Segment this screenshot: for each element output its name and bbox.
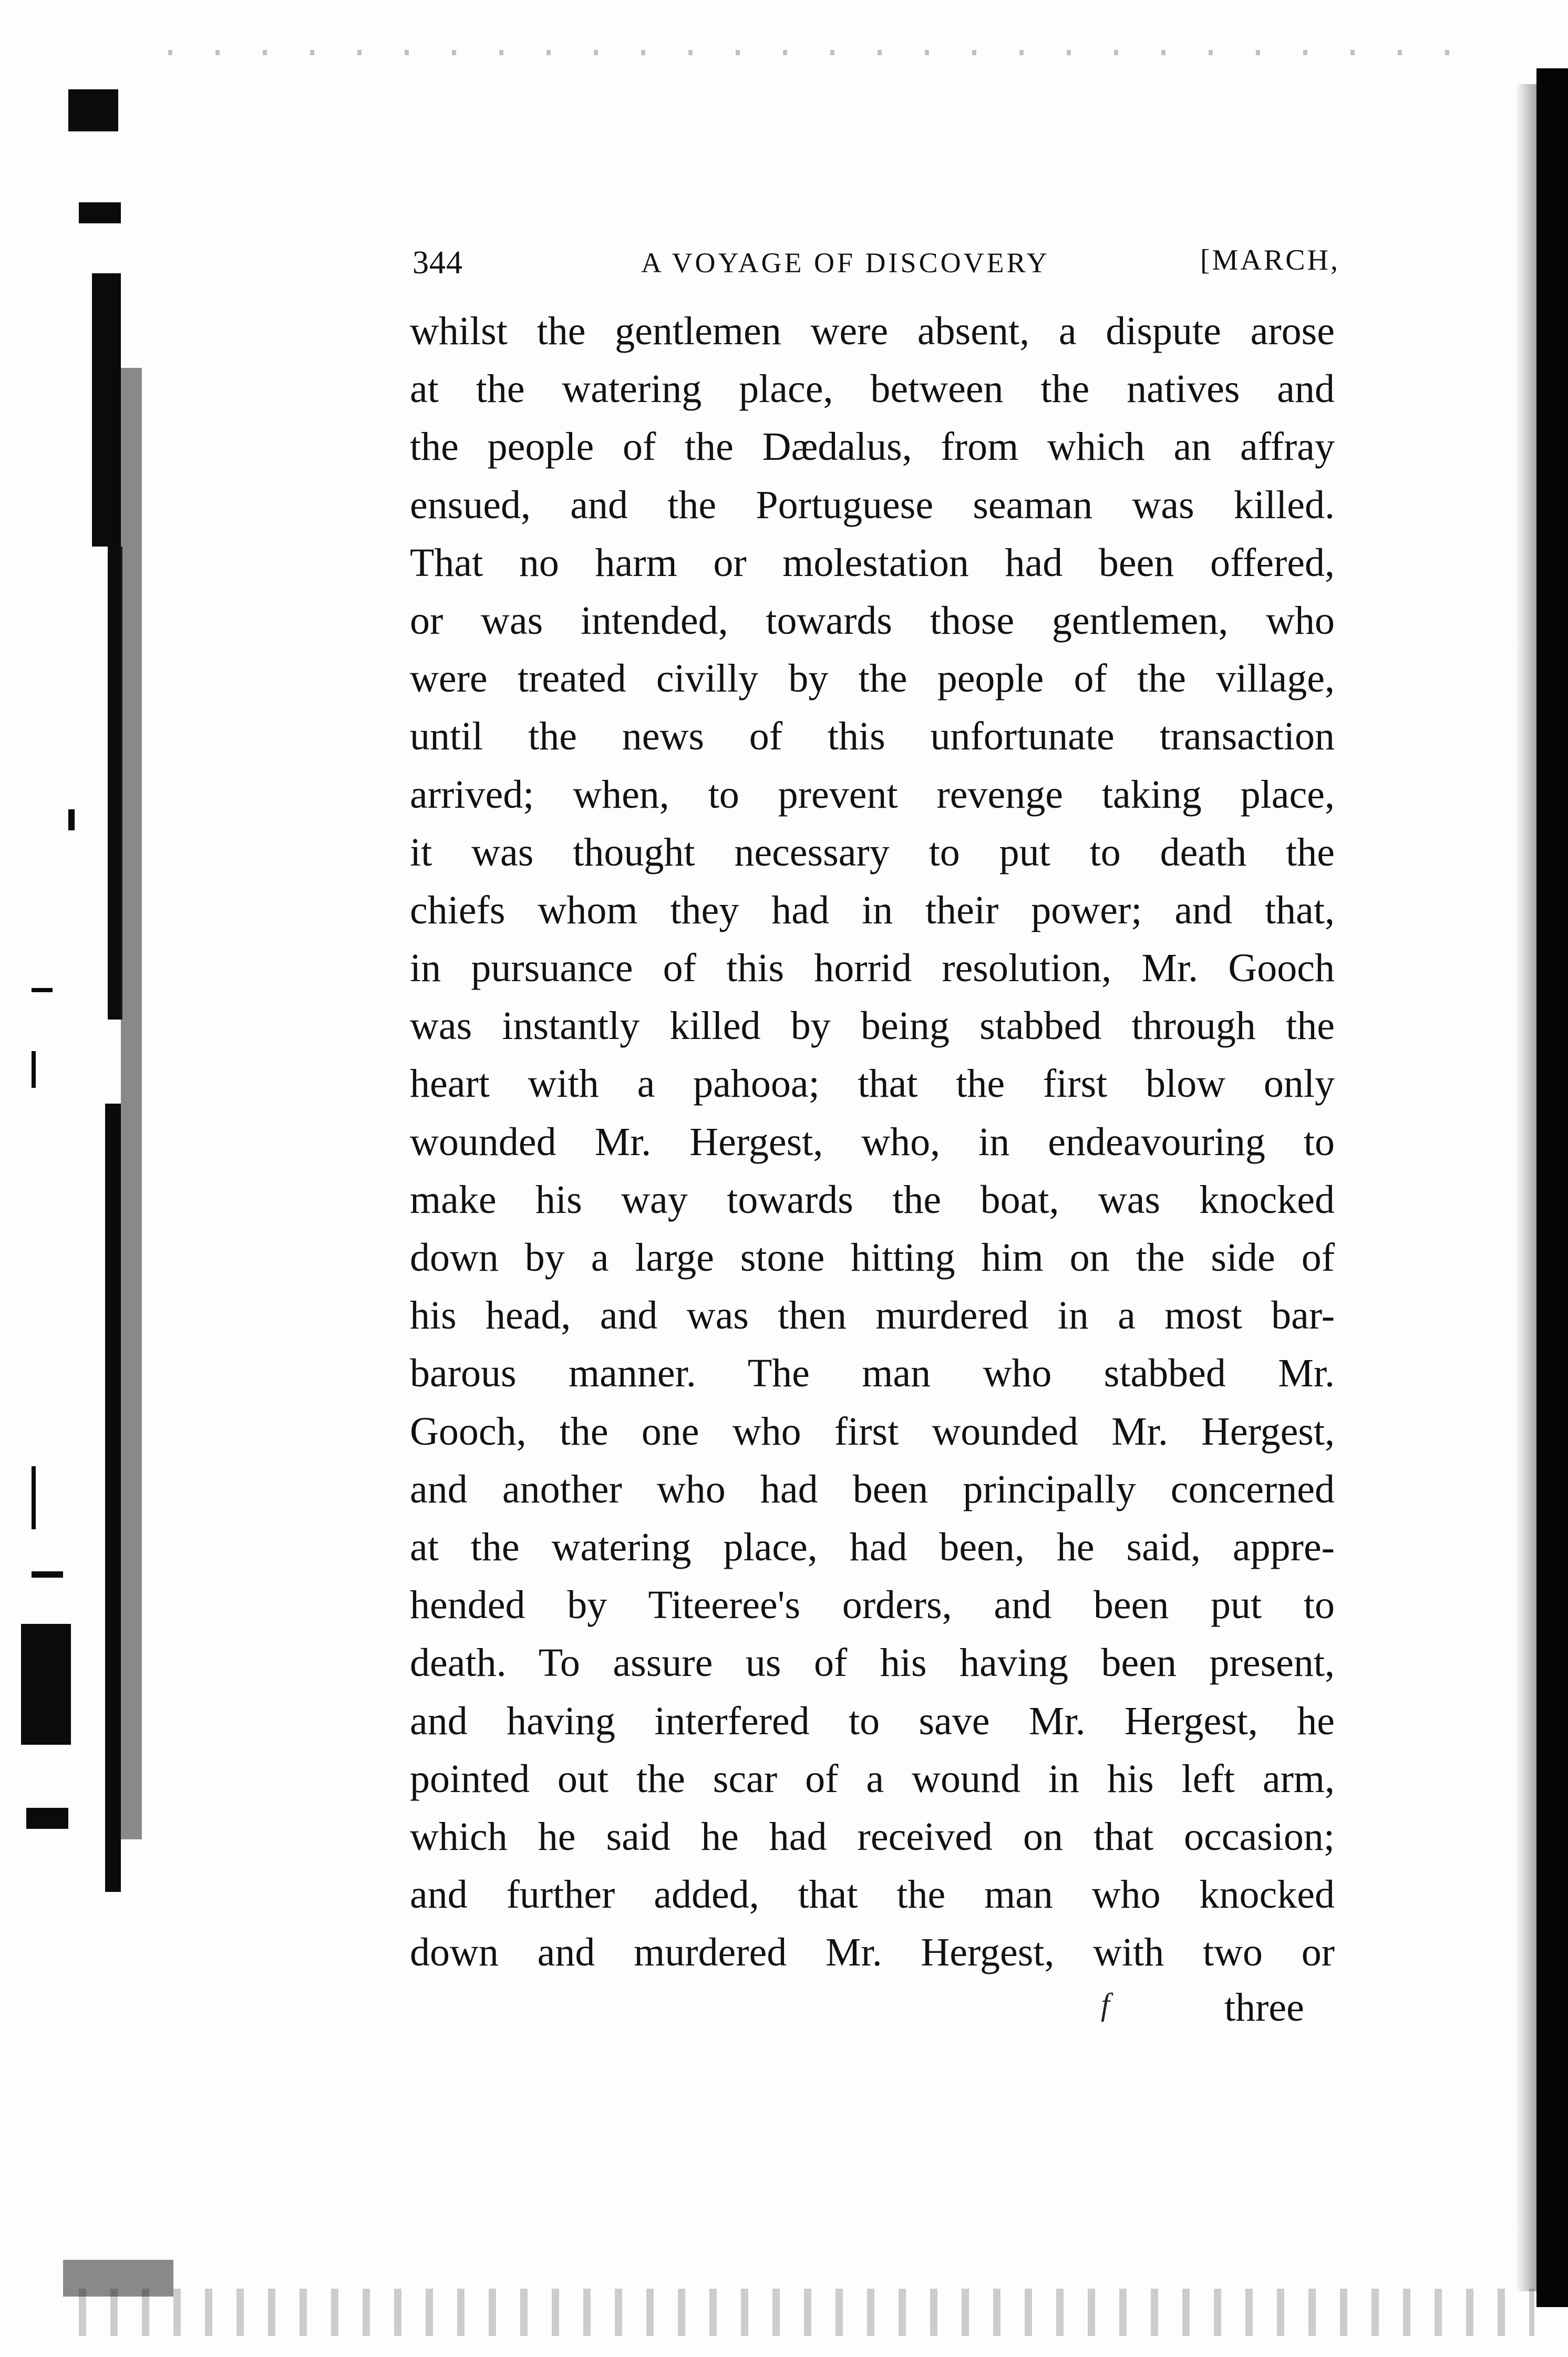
running-title: A VOYAGE OF DISCOVERY bbox=[641, 247, 1050, 279]
scan-edge-bottom bbox=[79, 2289, 1534, 2336]
text-line: which he said he had received on that occasion; bbox=[410, 1814, 1335, 1859]
text-line: down and murdered Mr. Hergest, with two or bbox=[410, 1930, 1335, 1975]
text-line: down by a large stone hitting him on the side of bbox=[410, 1236, 1335, 1280]
text-line: or was intended, towards those gentlemen, who bbox=[410, 598, 1335, 643]
text-line: Gooch, the one who first wounded Mr. Hergest, bbox=[410, 1409, 1335, 1454]
text-line: wounded Mr. Hergest, who, in endeavouring to bbox=[410, 1119, 1335, 1164]
text-line: That no harm or molestation had been offered, bbox=[410, 540, 1335, 585]
body-text bbox=[410, 302, 1335, 1981]
running-month: [MARCH, bbox=[1200, 244, 1340, 276]
text-line: pointed out the scar of a wound in his left arm, bbox=[410, 1756, 1335, 1801]
text-line: death. To assure us of his having been present, bbox=[410, 1641, 1335, 1685]
text-line: make his way towards the boat, was knocked bbox=[410, 1177, 1335, 1222]
text-line: in pursuance of this horrid resolution, Mr. Gooch bbox=[410, 946, 1335, 991]
page-number: 344 bbox=[412, 245, 463, 281]
text-line: until the news of this unfortunate transaction bbox=[410, 714, 1335, 759]
text-line: hended by Titeeree's orders, and been put to bbox=[410, 1583, 1335, 1628]
text-line: at the watering place, between the natives and bbox=[410, 367, 1335, 411]
text-line: whilst the gentlemen were absent, a dispute arose bbox=[410, 309, 1335, 353]
text-line: and further added, that the man who knocked bbox=[410, 1872, 1335, 1917]
text-line: arrived; when, to prevent revenge taking place, bbox=[410, 772, 1335, 817]
scan-shadow-right bbox=[1515, 84, 1536, 2291]
text-line: were treated civilly by the people of the village, bbox=[410, 656, 1335, 701]
scan-edge-top bbox=[168, 50, 1492, 55]
text-line: chiefs whom they had in their power; and that, bbox=[410, 888, 1335, 932]
signature-mark: f bbox=[1101, 1987, 1110, 2022]
text-line: his head, and was then murdered in a most bar- bbox=[410, 1293, 1335, 1338]
text-line: barous manner. The man who stabbed Mr. bbox=[410, 1351, 1335, 1396]
text-line: and another who had been principally concerned bbox=[410, 1467, 1335, 1511]
text-line: at the watering place, had been, he said, appre- bbox=[410, 1525, 1335, 1569]
text-line: it was thought necessary to put to death the bbox=[410, 830, 1335, 874]
running-head bbox=[412, 239, 1340, 297]
scan-gutter-right bbox=[1536, 68, 1568, 2307]
text-line: and having interfered to save Mr. Hergest, he bbox=[410, 1699, 1335, 1743]
catchword: three bbox=[1224, 1985, 1304, 2030]
text-line: ensued, and the Portuguese seaman was killed. bbox=[410, 482, 1335, 527]
text-line: heart with a pahooa; that the first blow only bbox=[410, 1062, 1335, 1106]
text-line: was instantly killed by being stabbed through the bbox=[410, 1004, 1335, 1048]
text-line: the people of the Dædalus, from which an affray bbox=[410, 425, 1335, 469]
scan-gutter-left bbox=[0, 0, 173, 2357]
